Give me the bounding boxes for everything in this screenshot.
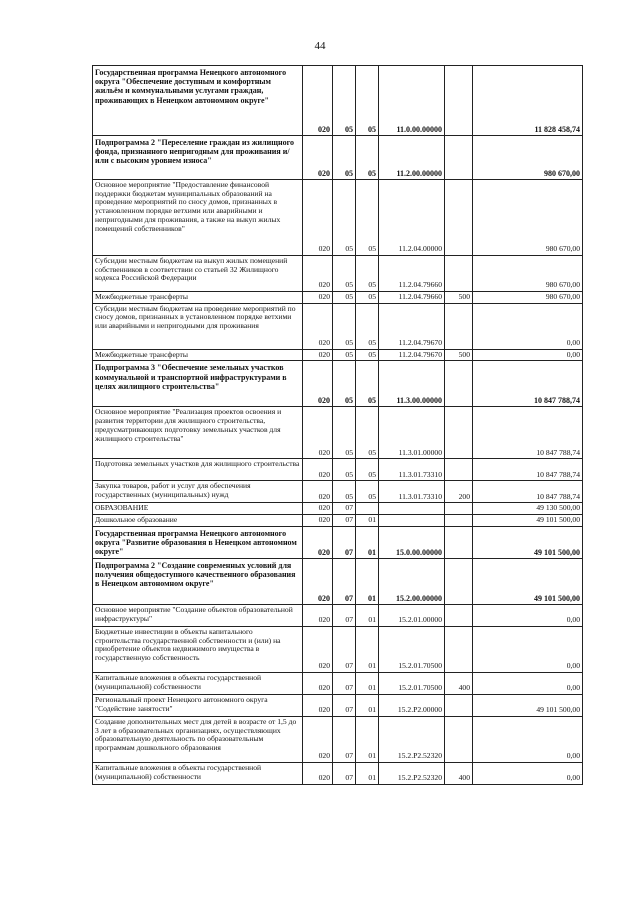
row-expense-type — [445, 303, 473, 349]
table-row — [93, 515, 583, 527]
row-subsection-code: 05 — [356, 180, 379, 256]
row-amount: 0,00 — [473, 716, 583, 762]
row-grbs-code: 020 — [303, 672, 333, 694]
row-subsection-code: 05 — [356, 481, 379, 503]
row-amount: 980 670,00 — [473, 180, 583, 256]
row-grbs-code: 020 — [303, 361, 333, 407]
row-target-article: 11.2.04.79670 — [379, 303, 445, 349]
row-name: Подпрограмма 3 "Обеспечение земельных участков коммунальной и транспортной инфраструктурами в целях жилищного строительства" — [93, 361, 303, 407]
row-subsection-code: 01 — [356, 762, 379, 784]
row-target-article: 11.2.00.00000 — [379, 136, 445, 180]
row-target-article: 11.2.04.79660 — [379, 256, 445, 292]
table-row — [93, 694, 583, 716]
table-row — [93, 361, 583, 407]
row-subsection-code: 05 — [356, 136, 379, 180]
row-subsection-code: 01 — [356, 515, 379, 527]
table-row — [93, 503, 583, 515]
row-subsection-code: 01 — [356, 626, 379, 672]
row-expense-type — [445, 136, 473, 180]
table-row — [93, 672, 583, 694]
row-section-code: 07 — [333, 672, 356, 694]
row-subsection-code: 05 — [356, 361, 379, 407]
row-section-code: 07 — [333, 694, 356, 716]
row-name: Дошкольное образование — [93, 515, 303, 527]
row-amount: 0,00 — [473, 672, 583, 694]
row-grbs-code: 020 — [303, 180, 333, 256]
row-grbs-code: 020 — [303, 481, 333, 503]
row-section-code: 07 — [333, 604, 356, 626]
row-amount: 980 670,00 — [473, 256, 583, 292]
row-subsection-code: 01 — [356, 694, 379, 716]
row-name: Государственная программа Ненецкого автономного округа "Обеспечение доступным и комфортным жильём и коммунальными услугами граждан, проживающих в Ненецком автономном округе" — [93, 66, 303, 136]
row-grbs-code: 020 — [303, 762, 333, 784]
row-expense-type — [445, 604, 473, 626]
row-section-code: 07 — [333, 515, 356, 527]
row-amount: 49 101 500,00 — [473, 526, 583, 558]
row-target-article: 15.2.01.70500 — [379, 626, 445, 672]
row-amount: 49 101 500,00 — [473, 558, 583, 604]
row-name: Основное мероприятие "Реализация проектов освоения и развития территории для жилищного строительства, предусматривающих подготовку земельных участков для жилищного строительства" — [93, 407, 303, 459]
table-row — [93, 604, 583, 626]
row-amount: 49 101 500,00 — [473, 515, 583, 527]
row-name: Создание дополнительных мест для детей в возрасте от 1,5 до 3 лет в образовательных организациях, осуществляющих образовательную деятельность по образовательным программам дошкольного образования — [93, 716, 303, 762]
row-section-code: 05 — [333, 292, 356, 304]
table-row — [93, 292, 583, 304]
row-amount: 980 670,00 — [473, 292, 583, 304]
row-expense-type: 500 — [445, 349, 473, 361]
row-section-code: 05 — [333, 256, 356, 292]
row-target-article: 15.0.00.00000 — [379, 526, 445, 558]
row-name: Межбюджетные трансферты — [93, 292, 303, 304]
row-amount: 49 101 500,00 — [473, 694, 583, 716]
row-expense-type — [445, 694, 473, 716]
row-grbs-code: 020 — [303, 716, 333, 762]
row-name: Бюджетные инвестиции в объекты капитального строительства государственной собственности и (или) на приобретение объектов недвижимого имущества в государственную собственность — [93, 626, 303, 672]
row-name: ОБРАЗОВАНИЕ — [93, 503, 303, 515]
row-target-article: 15.2.P2.52320 — [379, 716, 445, 762]
row-amount: 0,00 — [473, 303, 583, 349]
table-row — [93, 66, 583, 136]
row-name: Капитальные вложения в объекты государственной (муниципальной) собственности — [93, 672, 303, 694]
row-section-code: 07 — [333, 503, 356, 515]
row-expense-type — [445, 459, 473, 481]
row-grbs-code: 020 — [303, 558, 333, 604]
row-target-article: 11.0.00.00000 — [379, 66, 445, 136]
row-grbs-code: 020 — [303, 256, 333, 292]
table-row — [93, 481, 583, 503]
row-amount: 0,00 — [473, 762, 583, 784]
row-expense-type: 400 — [445, 672, 473, 694]
page-number: 44 — [314, 40, 326, 52]
table-row — [93, 558, 583, 604]
row-section-code: 05 — [333, 303, 356, 349]
table-row — [93, 526, 583, 558]
row-grbs-code: 020 — [303, 526, 333, 558]
row-subsection-code: 05 — [356, 459, 379, 481]
row-amount: 0,00 — [473, 349, 583, 361]
row-section-code: 05 — [333, 180, 356, 256]
row-amount: 10 847 788,74 — [473, 407, 583, 459]
row-target-article: 11.2.04.79670 — [379, 349, 445, 361]
row-name: Закупка товаров, работ и услуг для обеспечения государственных (муниципальных) нужд — [93, 481, 303, 503]
row-grbs-code: 020 — [303, 604, 333, 626]
row-target-article: 11.2.04.79660 — [379, 292, 445, 304]
row-subsection-code: 05 — [356, 407, 379, 459]
table-row — [93, 716, 583, 762]
row-target-article — [379, 515, 445, 527]
row-section-code: 05 — [333, 361, 356, 407]
row-grbs-code: 020 — [303, 136, 333, 180]
row-expense-type — [445, 626, 473, 672]
row-expense-type: 200 — [445, 481, 473, 503]
row-subsection-code: 01 — [356, 526, 379, 558]
row-subsection-code: 01 — [356, 558, 379, 604]
row-grbs-code: 020 — [303, 459, 333, 481]
row-subsection-code: 01 — [356, 716, 379, 762]
budget-table — [92, 65, 583, 785]
table-row — [93, 626, 583, 672]
row-section-code: 05 — [333, 136, 356, 180]
row-grbs-code: 020 — [303, 626, 333, 672]
row-section-code: 05 — [333, 459, 356, 481]
row-subsection-code: 05 — [356, 256, 379, 292]
row-section-code: 07 — [333, 558, 356, 604]
row-expense-type: 500 — [445, 292, 473, 304]
row-grbs-code: 020 — [303, 303, 333, 349]
row-expense-type: 400 — [445, 762, 473, 784]
row-amount: 10 847 788,74 — [473, 459, 583, 481]
row-expense-type — [445, 66, 473, 136]
table-row — [93, 407, 583, 459]
row-name: Подготовка земельных участков для жилищного строительства — [93, 459, 303, 481]
table-row — [93, 459, 583, 481]
row-target-article: 11.3.00.00000 — [379, 361, 445, 407]
row-name: Субсидии местным бюджетам на проведение мероприятий по сносу домов, признанных в установленном порядке ветхими или аварийными и непригодными для проживания — [93, 303, 303, 349]
row-section-code: 05 — [333, 349, 356, 361]
row-target-article: 15.2.00.00000 — [379, 558, 445, 604]
row-grbs-code: 020 — [303, 349, 333, 361]
row-grbs-code: 020 — [303, 515, 333, 527]
row-subsection-code — [356, 503, 379, 515]
table-row — [93, 349, 583, 361]
row-grbs-code: 020 — [303, 407, 333, 459]
table-row — [93, 762, 583, 784]
row-target-article: 15.2.01.00000 — [379, 604, 445, 626]
row-name: Основное мероприятие "Создание объектов образовательной инфраструктуры" — [93, 604, 303, 626]
row-expense-type — [445, 716, 473, 762]
row-expense-type — [445, 515, 473, 527]
row-section-code: 05 — [333, 407, 356, 459]
row-amount: 49 130 500,00 — [473, 503, 583, 515]
row-subsection-code: 05 — [356, 349, 379, 361]
row-name: Региональный проект Ненецкого автономного округа "Содействие занятости" — [93, 694, 303, 716]
row-name: Подпрограмма 2 "Переселение граждан из жилищного фонда, признанного непригодным для проживания и/или с высоким уровнем износа" — [93, 136, 303, 180]
table-row — [93, 303, 583, 349]
row-section-code: 07 — [333, 716, 356, 762]
table-row — [93, 180, 583, 256]
row-section-code: 07 — [333, 762, 356, 784]
row-subsection-code: 05 — [356, 66, 379, 136]
table-row — [93, 136, 583, 180]
row-target-article: 15.2.P2.00000 — [379, 694, 445, 716]
row-expense-type — [445, 256, 473, 292]
row-grbs-code: 020 — [303, 503, 333, 515]
row-amount: 10 847 788,74 — [473, 361, 583, 407]
row-section-code: 07 — [333, 526, 356, 558]
row-subsection-code: 05 — [356, 292, 379, 304]
row-name: Подпрограмма 2 "Создание современных условий для получения общедоступного качественного образования в Ненецком автономном округе" — [93, 558, 303, 604]
row-expense-type — [445, 526, 473, 558]
row-name: Капитальные вложения в объекты государственной (муниципальной) собственности — [93, 762, 303, 784]
row-target-article: 11.3.01.73310 — [379, 459, 445, 481]
row-section-code: 05 — [333, 66, 356, 136]
row-amount: 0,00 — [473, 604, 583, 626]
row-target-article: 11.2.04.00000 — [379, 180, 445, 256]
row-name: Основное мероприятие "Предоставление финансовой поддержки бюджетам муниципальных образований на проведение мероприятий по сносу домов, признанных в установленном порядке ветхими или аварийными и непригодными для проживания, а также на выкуп жилых помещений собственников" — [93, 180, 303, 256]
row-expense-type — [445, 503, 473, 515]
row-amount: 0,00 — [473, 626, 583, 672]
table-row — [93, 256, 583, 292]
row-amount: 11 828 458,74 — [473, 66, 583, 136]
row-amount: 10 847 788,74 — [473, 481, 583, 503]
row-target-article — [379, 503, 445, 515]
row-target-article: 15.2.01.70500 — [379, 672, 445, 694]
row-expense-type — [445, 180, 473, 256]
row-grbs-code: 020 — [303, 694, 333, 716]
row-expense-type — [445, 558, 473, 604]
row-name: Государственная программа Ненецкого автономного округа "Развитие образования в Ненецком автономном округе" — [93, 526, 303, 558]
row-name: Межбюджетные трансферты — [93, 349, 303, 361]
row-section-code: 07 — [333, 626, 356, 672]
row-subsection-code: 01 — [356, 672, 379, 694]
row-expense-type — [445, 361, 473, 407]
row-name: Субсидии местным бюджетам на выкуп жилых помещений собственников в соответствии со статьей 32 Жилищного кодекса Российской Федерации — [93, 256, 303, 292]
row-target-article: 15.2.P2.52320 — [379, 762, 445, 784]
row-subsection-code: 01 — [356, 604, 379, 626]
row-grbs-code: 020 — [303, 66, 333, 136]
row-target-article: 11.3.01.73310 — [379, 481, 445, 503]
row-expense-type — [445, 407, 473, 459]
row-target-article: 11.3.01.00000 — [379, 407, 445, 459]
row-section-code: 05 — [333, 481, 356, 503]
row-grbs-code: 020 — [303, 292, 333, 304]
row-amount: 980 670,00 — [473, 136, 583, 180]
row-subsection-code: 05 — [356, 303, 379, 349]
